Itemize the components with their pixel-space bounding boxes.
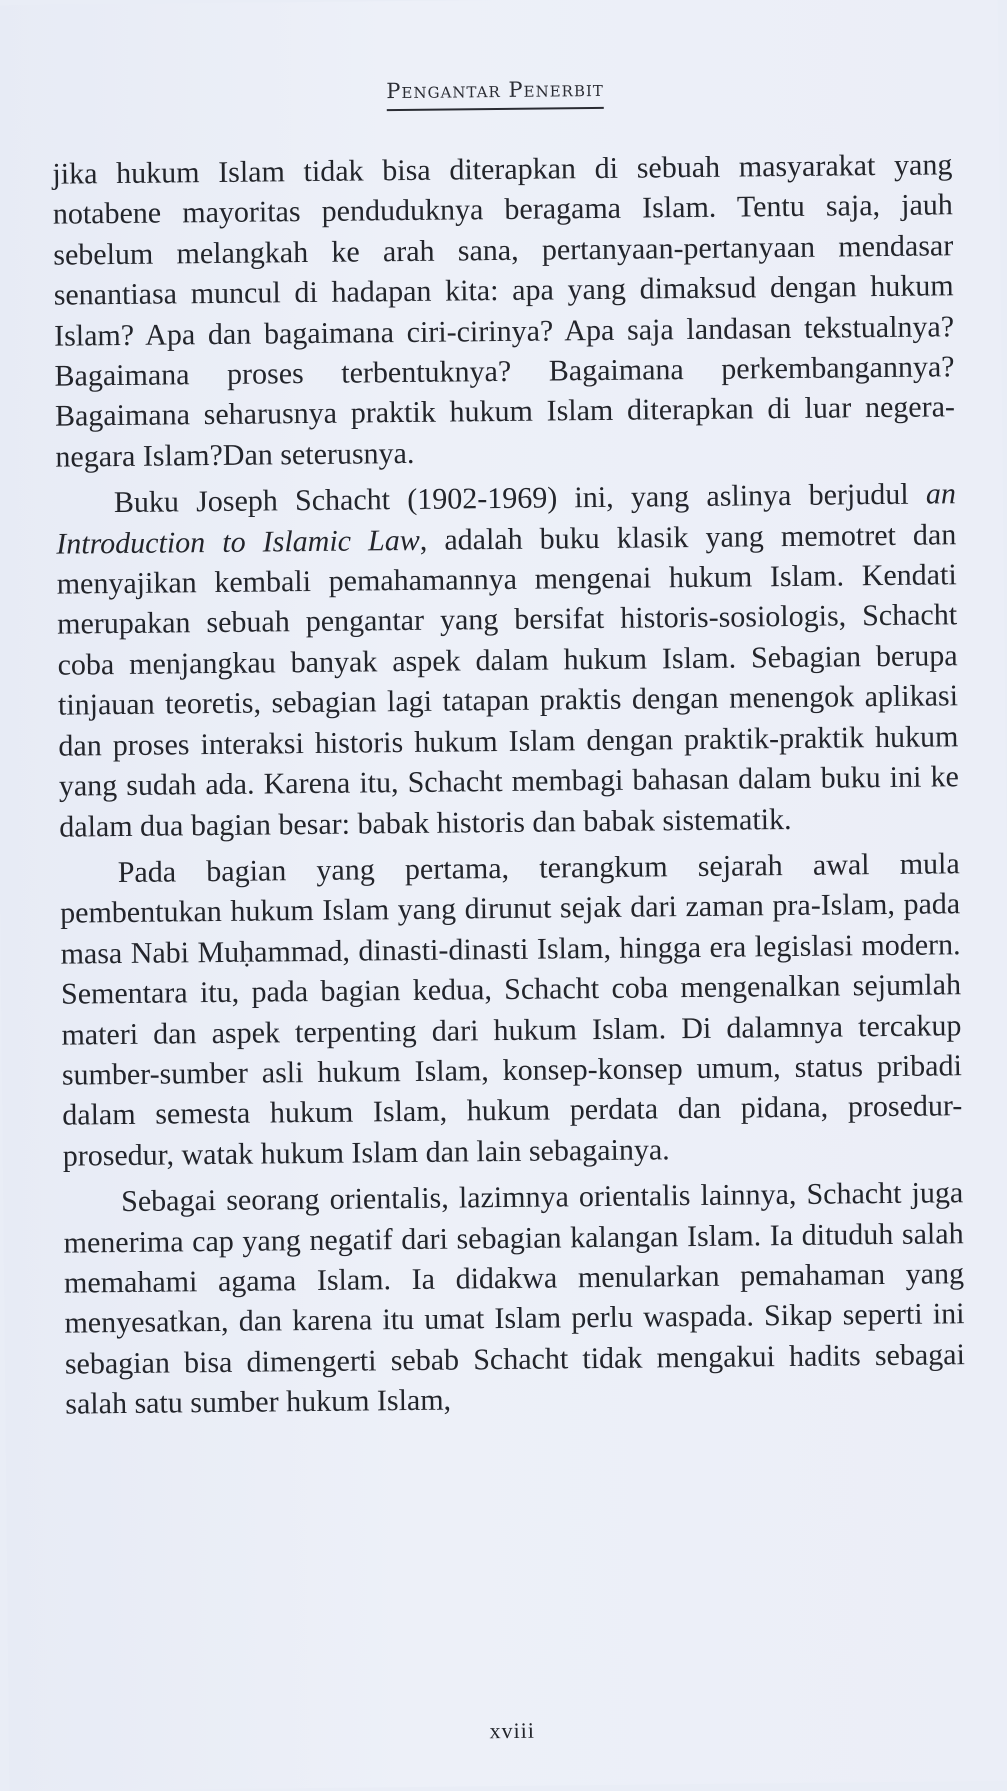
book-title-italic: an Introduction to Islamic Law: [56, 477, 957, 561]
paragraph-2-pre: Buku Joseph Schacht (1902-1969) ini, yang aslinya berjudul: [113, 477, 927, 520]
paragraph-2-post: , adalah buku klasik yang memotret dan menyajikan kembali pemahamannya mengenai hukum Islam. Kendati merupakan sebuah pengantar yang bersifat historis-sosiologis, Schacht coba menjangkau banyak aspek dalam hukum Islam. Sebagian berupa tinjauan teoretis, sebagian lagi tatapan praktis dengan menengok aplikasi dan proses interaksi historis hukum Islam dengan praktik-praktik hukum yang sudah ada. Karena itu, Schacht membagi bahasan dalam buku ini ke dalam dua bagian besar: babak historis dan babak sistematik.: [56, 517, 959, 844]
paragraph-1: jika hukum Islam tidak bisa diterapkan di sebuah masyarakat yang notabene mayoritas penduduknya beragama Islam. Tentu saja, jauh sebelum melangkah ke arah sana, pertanyaan-pertanyaan mendasar senantiasa muncul di hadapan kita: apa yang dimaksud dengan hukum Islam? Apa dan bagaimana ciri-cirinya? Apa saja landasan tekstualnya? Bagaimana proses terbentuknya? Bagaimana perkembangannya? Bagaimana seharusnya praktik hukum Islam diterapkan di luar negera-negara Islam?Dan seterusnya.: [52, 148, 956, 474]
paragraph-3: Pada bagian yang pertama, terangkum sejarah awal mula pembentukan hukum Islam yang dirunut sejak dari zaman pra-Islam, pada masa Nabi Muḥammad, dinasti-dinasti Islam, hingga era legislasi modern. Sementara itu, pada bagian kedua, Schacht coba mengenalkan sejumlah materi dan aspek terpenting dari hukum Islam. Di dalamnya tercakup sumber-sumber asli hukum Islam, konsep-konsep umum, status pribadi dalam semesta hukum Islam, hukum perdata dan pidana, prosedur-prosedur, watak hukum Islam dan lain sebagainya.: [60, 847, 963, 1173]
running-head: [0, 73, 999, 116]
page-number: xviii: [489, 1717, 536, 1744]
paragraph-4: Sebagai seorang orientalis, lazimnya orientalis lainnya, Schacht juga menerima cap yang negatif dari sebagian kalangan Islam. Ia dituduh salah memahami agama Islam. Ia didakwa menularkan pemahaman yang menyesatkan, dan karena itu umat Islam perlu waspada. Sikap seperti ini sebagian bisa dimengerti sebab Schacht tidak mengakui hadits sebagai salah satu sumber hukum Islam,: [63, 1176, 966, 1421]
paragraph-2: [56, 474, 960, 847]
running-head-text: Pengantar Penerbit: [386, 77, 604, 111]
body-text: [52, 145, 965, 1431]
